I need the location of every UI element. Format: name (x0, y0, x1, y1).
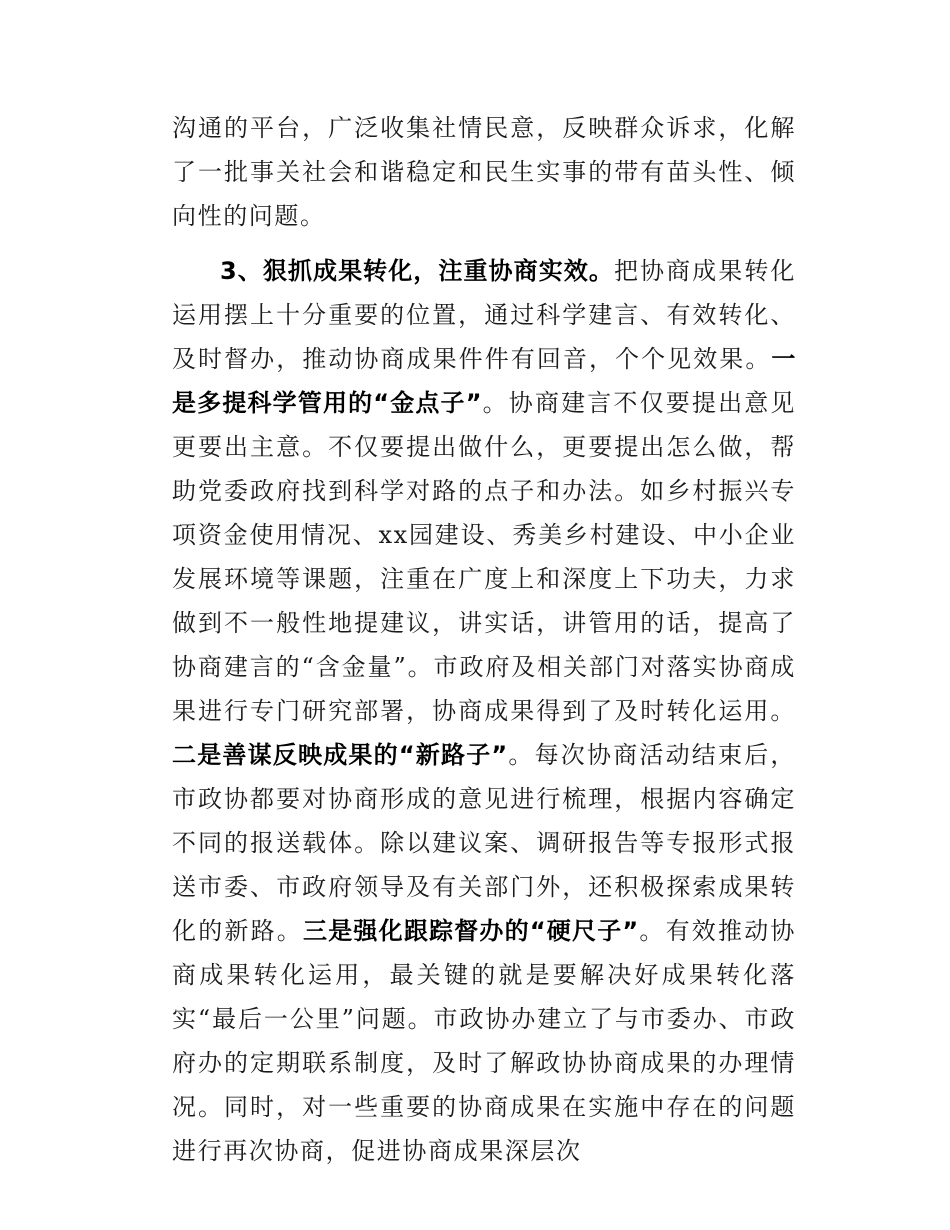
text-segment: 。协商建言不仅要提出意见更要出主意。不仅要提出做什么，更要提出怎么做，帮助党委政府找到科学对路的点子和办法。如乡村振兴专项资金使用情况、xx园建设、秀美乡村建设、中小企业发展环境等课题，注重在广度上和深度上下功夫，力求做到不一般性地提建议，讲实话，讲管用的话，提高了协商建言的“含金量”。市政府及相关部门对落实协商成果进行专门研究部署，协商成果得到了及时转化运用。 (172, 389, 796, 725)
text-segment: 把协商成果转化运用摆上十分重要的位置，通过科学建言、有效转化、及时督办，推动协商成果件件有回音，个个见效果。 (172, 257, 796, 373)
paragraph-achievement-transformation (172, 249, 796, 1173)
paragraph-continuation (172, 106, 796, 238)
point-two-heading: 二是善谋反映成果的“新路子” (172, 741, 508, 769)
point-one-heading: 一是多提科学管用的“金点子” (172, 345, 796, 417)
section-heading: 3、狠抓成果转化，注重协商实效。 (220, 257, 614, 285)
text-segment: 。有效推动协商成果转化运用，最关键的就是要解决好成果转化落实“最后一公里”问题。市政协办建立了与市委办、市政府办的定期联系制度，及时了解政协协商成果的办理情况。同时，对一些重要的协商成果在实施中存在的问题进行再次协商，促进协商成果深层次 (172, 917, 797, 1165)
text-segment: 沟通的平台，广泛收集社情民意，反映群众诉求，化解了一批事关社会和谐稳定和民生实事的带有苗头性、倾向性的问题。 (172, 114, 796, 230)
text-segment: 。每次协商活动结束后，市政协都要对协商形成的意见进行梳理，根据内容确定不同的报送载体。除以建议案、调研报告等专报形式报送市委、市政府领导及有关部门外，还积极探索成果转化的新路。 (172, 741, 796, 945)
point-three-heading: 三是强化跟踪督办的“硬尺子” (303, 917, 639, 945)
